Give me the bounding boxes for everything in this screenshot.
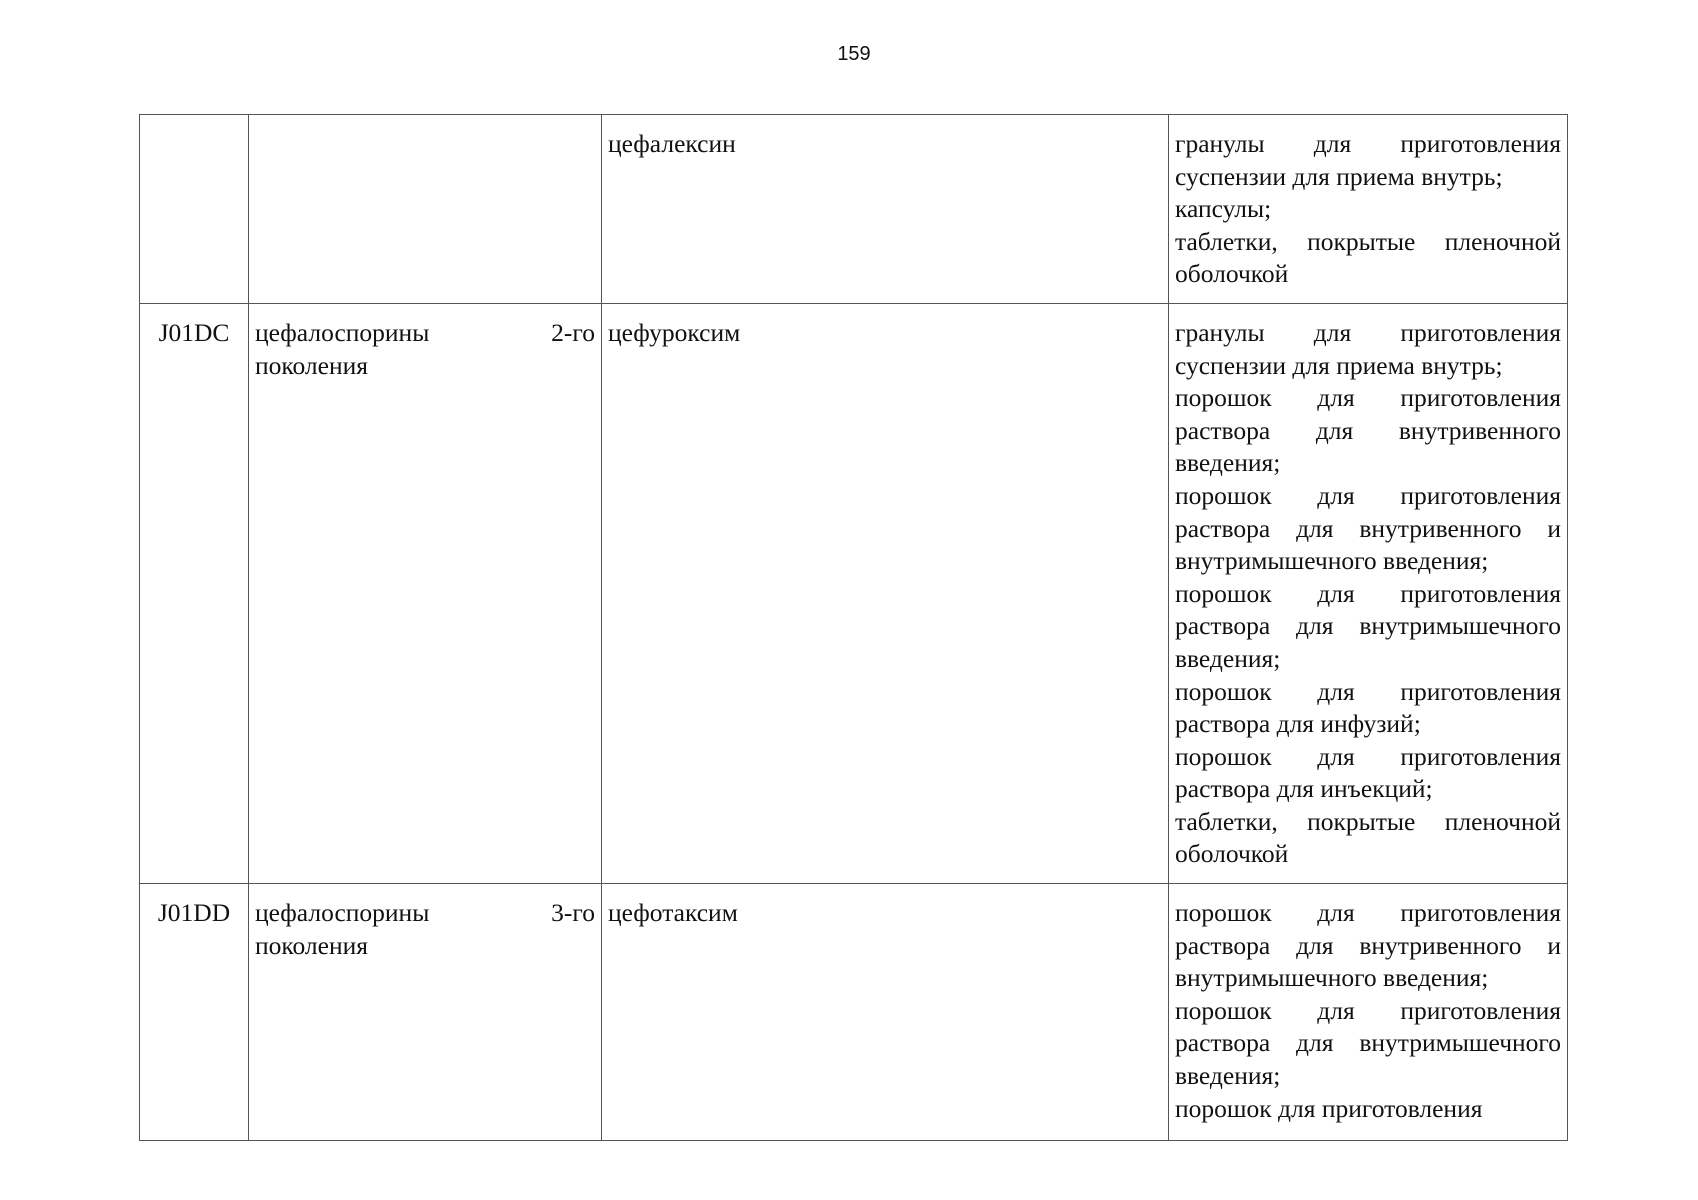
dosage-form: гранулы для приготовления суспензии для приема внутрь; (1175, 317, 1561, 380)
group-cell (249, 884, 602, 1141)
table-row (140, 303, 1568, 883)
dosage-form: порошок для приготовления раствора для внутримышечного введения; (1175, 995, 1561, 1091)
page-number: 159 (837, 43, 871, 65)
group-cell (249, 115, 602, 304)
substance-cell: цефалексин (602, 115, 1169, 304)
group-cell (249, 303, 602, 883)
substance-cell: цефотаксим (602, 884, 1169, 1141)
medicines-table (139, 114, 1568, 1141)
group-line: цефалоспорины 3-го (255, 898, 595, 928)
atc-code-cell: J01DD (140, 884, 249, 1141)
dosage-form: порошок для приготовления раствора для внутривенного и внутримышечного введения; (1175, 480, 1561, 576)
group-line: цефалоспорины 2-го (255, 317, 595, 347)
dosage-form: порошок для приготовления раствора для инъекций; (1175, 741, 1561, 804)
dosage-form: порошок для приготовления раствора для внутривенного введения; (1175, 383, 1561, 478)
dosage-forms-cell (1169, 884, 1568, 1141)
group-line: поколения (255, 350, 368, 380)
dosage-form: порошок для приготовления раствора для внутривенного и внутримышечного введения; (1175, 898, 1561, 993)
dosage-forms-cut (1175, 897, 1561, 1128)
table-row (140, 884, 1568, 1141)
table-row (140, 115, 1568, 304)
atc-code-cell: J01DC (140, 303, 249, 883)
substance-cell: цефуроксим (602, 303, 1169, 883)
dosage-form: гранулы для приготовления суспензии для приема внутрь; (1175, 129, 1561, 191)
dosage-form: порошок для приготовления раствора для внутримышечного введения; (1175, 578, 1561, 673)
dosage-form: порошок для приготовления раствора для инфузий; (1175, 676, 1561, 739)
dosage-form: капсулы; (1175, 194, 1272, 224)
dosage-form: порошок для приготовления (1175, 1093, 1483, 1123)
dosage-form: таблетки, покрытые пленочной оболочкой (1175, 806, 1561, 869)
dosage-forms-cell (1169, 303, 1568, 883)
dosage-forms-cell (1169, 115, 1568, 304)
atc-code-cell (140, 115, 249, 304)
group-line: поколения (255, 930, 368, 960)
dosage-form: таблетки, покрытые пленочной оболочкой (1175, 226, 1561, 289)
